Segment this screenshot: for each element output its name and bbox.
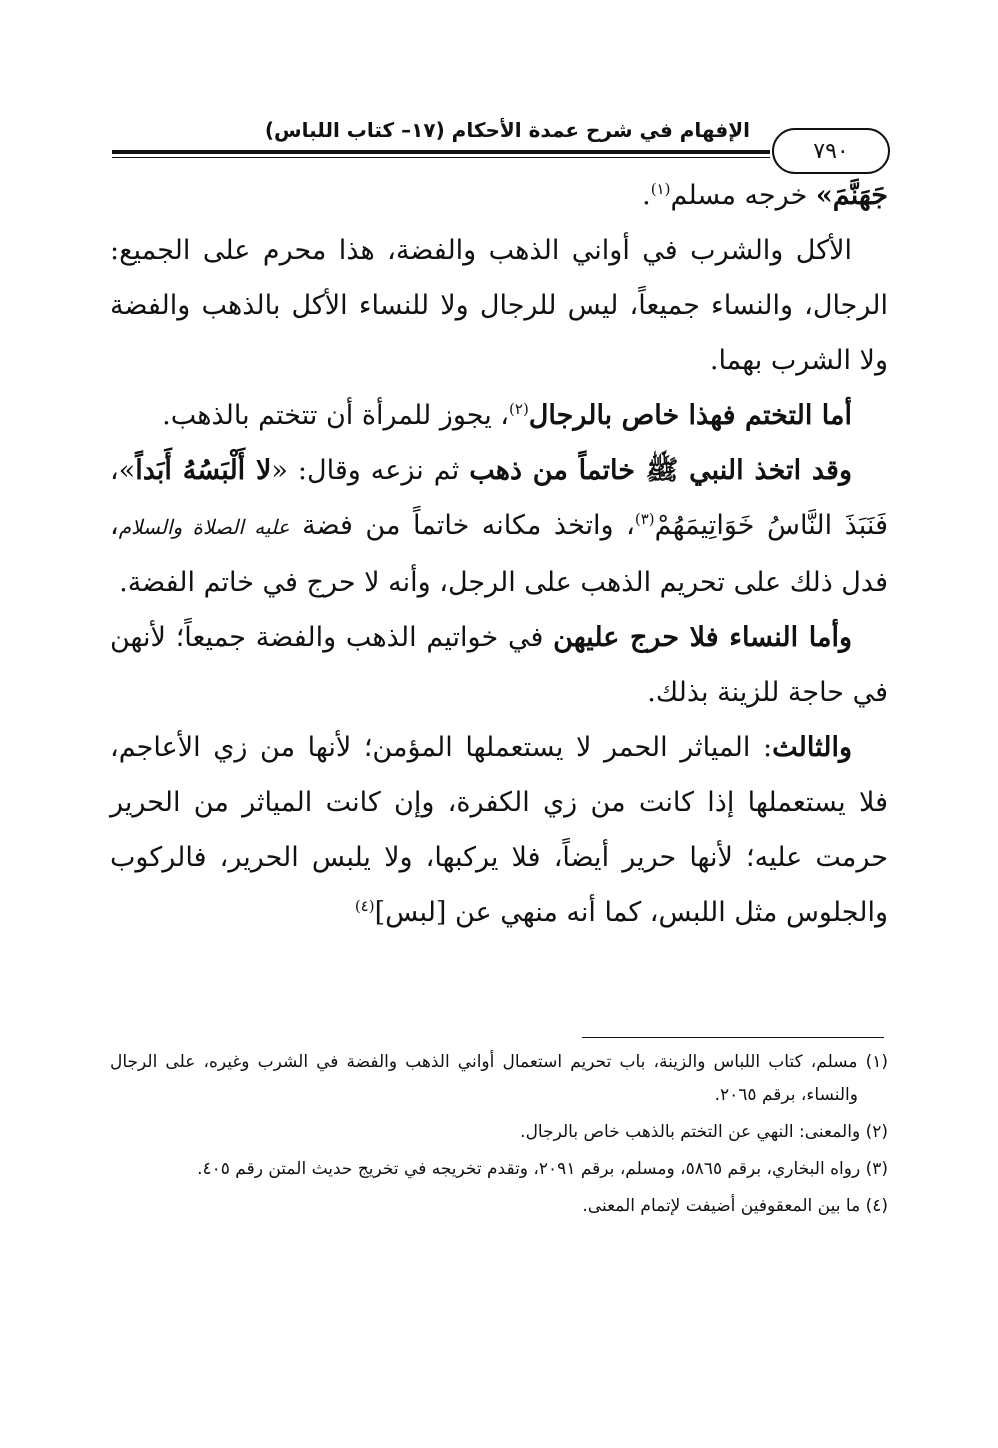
p1-end: . [642,180,651,211]
p4-bold1: وقد اتخذ النبي ﷺ خاتماً من ذهب [469,455,852,486]
footnote-text: ما بين المعقوفين أضيفت لإتمام المعنى. [582,1196,861,1216]
p5-bold: وأما النساء فلا حرج عليهن [553,622,852,653]
page-header [112,110,890,170]
p3-bold: أما التختم فهذا خاص بالرجال [528,400,852,431]
quote-end: جَهَنَّمَ» [815,180,888,211]
footnote-text: والمعنى: النهي عن التختم بالذهب خاص بالرجال. [520,1122,861,1142]
footnote-4 [110,1190,888,1223]
footnote-2 [110,1116,888,1149]
p4-mid1: ثم نزعه وقال: « [271,455,470,486]
footnote-number: (١) [865,1052,888,1072]
p1-text: خرجه مسلم [670,180,816,211]
footnote-number: (٢) [865,1122,888,1142]
footnote-text: رواه البخاري، برقم ٥٨٦٥، ومسلم، برقم ٢٠٩١، وتقدم تخريجه في تخريج حديث المتن رقم ٤٠٥. [197,1159,861,1179]
header-rule-thin [112,157,770,158]
main-text [110,168,888,940]
paragraph-3 [110,388,888,443]
paragraph-1 [110,168,888,223]
p6-bold: والثالث [772,732,852,763]
footnotes [110,1046,888,1227]
footnote-3 [110,1153,888,1186]
footnote-separator [582,1037,884,1038]
paragraph-4 [110,443,888,610]
footnote-text: مسلم، كتاب اللباس والزينة، باب تحريم استعمال أواني الذهب والفضة في الشرب وغيره، على الرجال والنساء، برقم ٢٠٦٥. [110,1052,858,1105]
p4-bold2: لا أَلْبَسُهُ أَبَداً [135,455,272,486]
p6-rest: : المياثر الحمر لا يستعملها المؤمن؛ لأنها من زي الأعاجم، فلا يستعملها إذا كانت من زي الكفرة، وإن كانت المياثر من الحرير حرمت عليه؛ لأنها حرير أيضاً، فلا يركبها، ولا يلبس الحرير، فالركوب والجلوس مثل اللبس، كما أنه منهي عن [لبس] [110,732,888,928]
p4-mid2: »، فَنَبَذَ النَّاسُ خَوَاتِيمَهُمْ [110,455,888,541]
footnote-ref-2: (٢) [509,400,529,418]
p4-mid3: ، واتخذ مكانه خاتماً من فضة [289,510,635,541]
footnote-1 [110,1046,888,1112]
footnote-number: (٤) [865,1196,888,1216]
page-number: ٧٩٠ [772,128,890,174]
paragraph-2: الأكل والشرب في أواني الذهب والفضة، هذا محرم على الجميع: الرجال، والنساء جميعاً، ليس للرجال ولا للنساء الأكل بالذهب والفضة ولا الشرب بهما. [110,235,888,376]
footnote-ref-1: (١) [650,180,671,198]
p4-salutation: عليه الصلاة والسلام [118,515,290,539]
footnote-ref-4: (٤) [354,897,375,915]
footnote-ref-3: (٣) [634,510,655,528]
paragraph-6 [110,720,888,940]
p4-rest: ، فدل ذلك على تحريم الذهب على الرجل، وأنه لا حرج في خاتم الفضة. [110,510,888,598]
p5-rest: في خواتيم الذهب والفضة جميعاً؛ لأنهن في حاجة للزينة بذلك. [110,622,888,708]
footnote-number: (٣) [865,1159,888,1179]
paragraph-5 [110,610,888,720]
p3-rest: ، يجوز للمرأة أن تتختم بالذهب. [162,400,510,431]
header-rule-thick [112,150,770,154]
book-title: الإفهام في شرح عمدة الأحكام (١٧– كتاب اللباس) [264,118,750,142]
